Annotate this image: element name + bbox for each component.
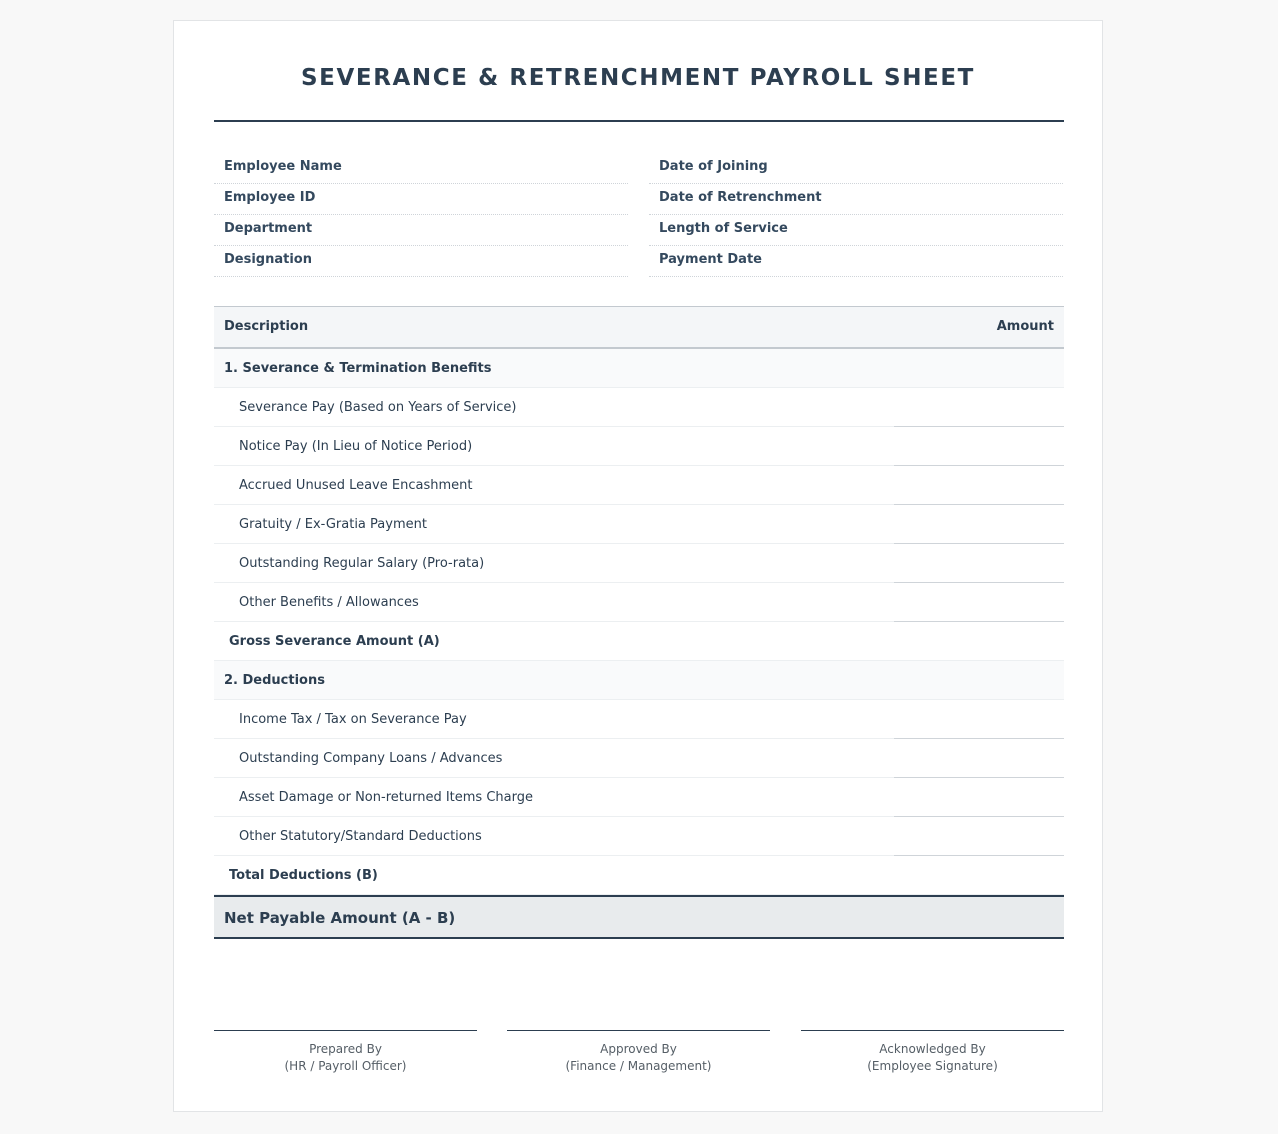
row-label: Asset Damage or Non-returned Items Charge xyxy=(239,790,533,805)
signature-approved-by[interactable] xyxy=(507,1030,770,1075)
signature-role: (Finance / Management) xyxy=(565,1059,712,1073)
info-label: Employee ID xyxy=(224,190,316,205)
row-label: Gratuity / Ex-Gratia Payment xyxy=(239,517,427,532)
row-label: Outstanding Company Loans / Advances xyxy=(239,751,503,766)
net-payable-row xyxy=(214,895,1064,939)
payroll-table xyxy=(214,306,1064,939)
info-row-employee-name[interactable] xyxy=(214,153,628,184)
row-label: Notice Pay (In Lieu of Notice Period) xyxy=(239,439,473,454)
employee-info-right xyxy=(649,153,1063,277)
table-row xyxy=(214,388,1064,427)
info-row-department[interactable] xyxy=(214,215,628,246)
info-row-designation[interactable] xyxy=(214,246,628,277)
info-label: Date of Retrenchment xyxy=(659,190,822,205)
table-row xyxy=(214,466,1064,505)
section-title: 2. Deductions xyxy=(224,673,325,688)
row-label: Income Tax / Tax on Severance Pay xyxy=(239,712,467,727)
title-divider xyxy=(214,120,1064,122)
net-payable-label: Net Payable Amount (A - B) xyxy=(224,909,456,927)
signature-title: Prepared By xyxy=(309,1042,382,1056)
employee-info-left xyxy=(214,153,628,277)
info-row-date-of-joining[interactable] xyxy=(649,153,1063,184)
signature-role: (HR / Payroll Officer) xyxy=(284,1059,407,1073)
info-label: Date of Joining xyxy=(659,159,768,174)
table-row xyxy=(214,739,1064,778)
subtotal-row-deductions xyxy=(214,856,1064,895)
signature-acknowledged-by[interactable] xyxy=(801,1030,1064,1075)
column-header-amount: Amount xyxy=(996,319,1054,334)
row-label: Other Statutory/Standard Deductions xyxy=(239,829,482,844)
info-row-date-of-retrenchment[interactable] xyxy=(649,184,1063,215)
table-row xyxy=(214,817,1064,856)
section-header-deductions xyxy=(214,661,1064,700)
subtotal-row-gross xyxy=(214,622,1064,661)
table-row xyxy=(214,583,1064,622)
table-row xyxy=(214,700,1064,739)
signature-title: Approved By xyxy=(600,1042,677,1056)
info-label: Length of Service xyxy=(659,221,788,236)
info-row-payment-date[interactable] xyxy=(649,246,1063,277)
table-row xyxy=(214,778,1064,817)
section-title: 1. Severance & Termination Benefits xyxy=(224,361,492,376)
signature-role: (Employee Signature) xyxy=(867,1059,998,1073)
page-title: SEVERANCE & RETRENCHMENT PAYROLL SHEET xyxy=(301,65,975,91)
info-label: Payment Date xyxy=(659,252,762,267)
info-row-length-of-service[interactable] xyxy=(649,215,1063,246)
table-row xyxy=(214,544,1064,583)
table-header xyxy=(214,306,1064,349)
subtotal-label: Gross Severance Amount (A) xyxy=(229,634,440,649)
column-header-description: Description xyxy=(224,319,309,334)
row-label: Accrued Unused Leave Encashment xyxy=(239,478,473,493)
row-label: Other Benefits / Allowances xyxy=(239,595,419,610)
row-label: Severance Pay (Based on Years of Service) xyxy=(239,400,517,415)
table-row xyxy=(214,505,1064,544)
info-label: Employee Name xyxy=(224,159,342,174)
row-label: Outstanding Regular Salary (Pro-rata) xyxy=(239,556,485,571)
subtotal-label: Total Deductions (B) xyxy=(229,868,378,883)
info-label: Designation xyxy=(224,252,312,267)
table-row xyxy=(214,427,1064,466)
signature-title: Acknowledged By xyxy=(879,1042,986,1056)
section-header-benefits xyxy=(214,349,1064,388)
info-row-employee-id[interactable] xyxy=(214,184,628,215)
payroll-sheet xyxy=(173,20,1103,1112)
signature-prepared-by[interactable] xyxy=(214,1030,477,1075)
info-label: Department xyxy=(224,221,313,236)
